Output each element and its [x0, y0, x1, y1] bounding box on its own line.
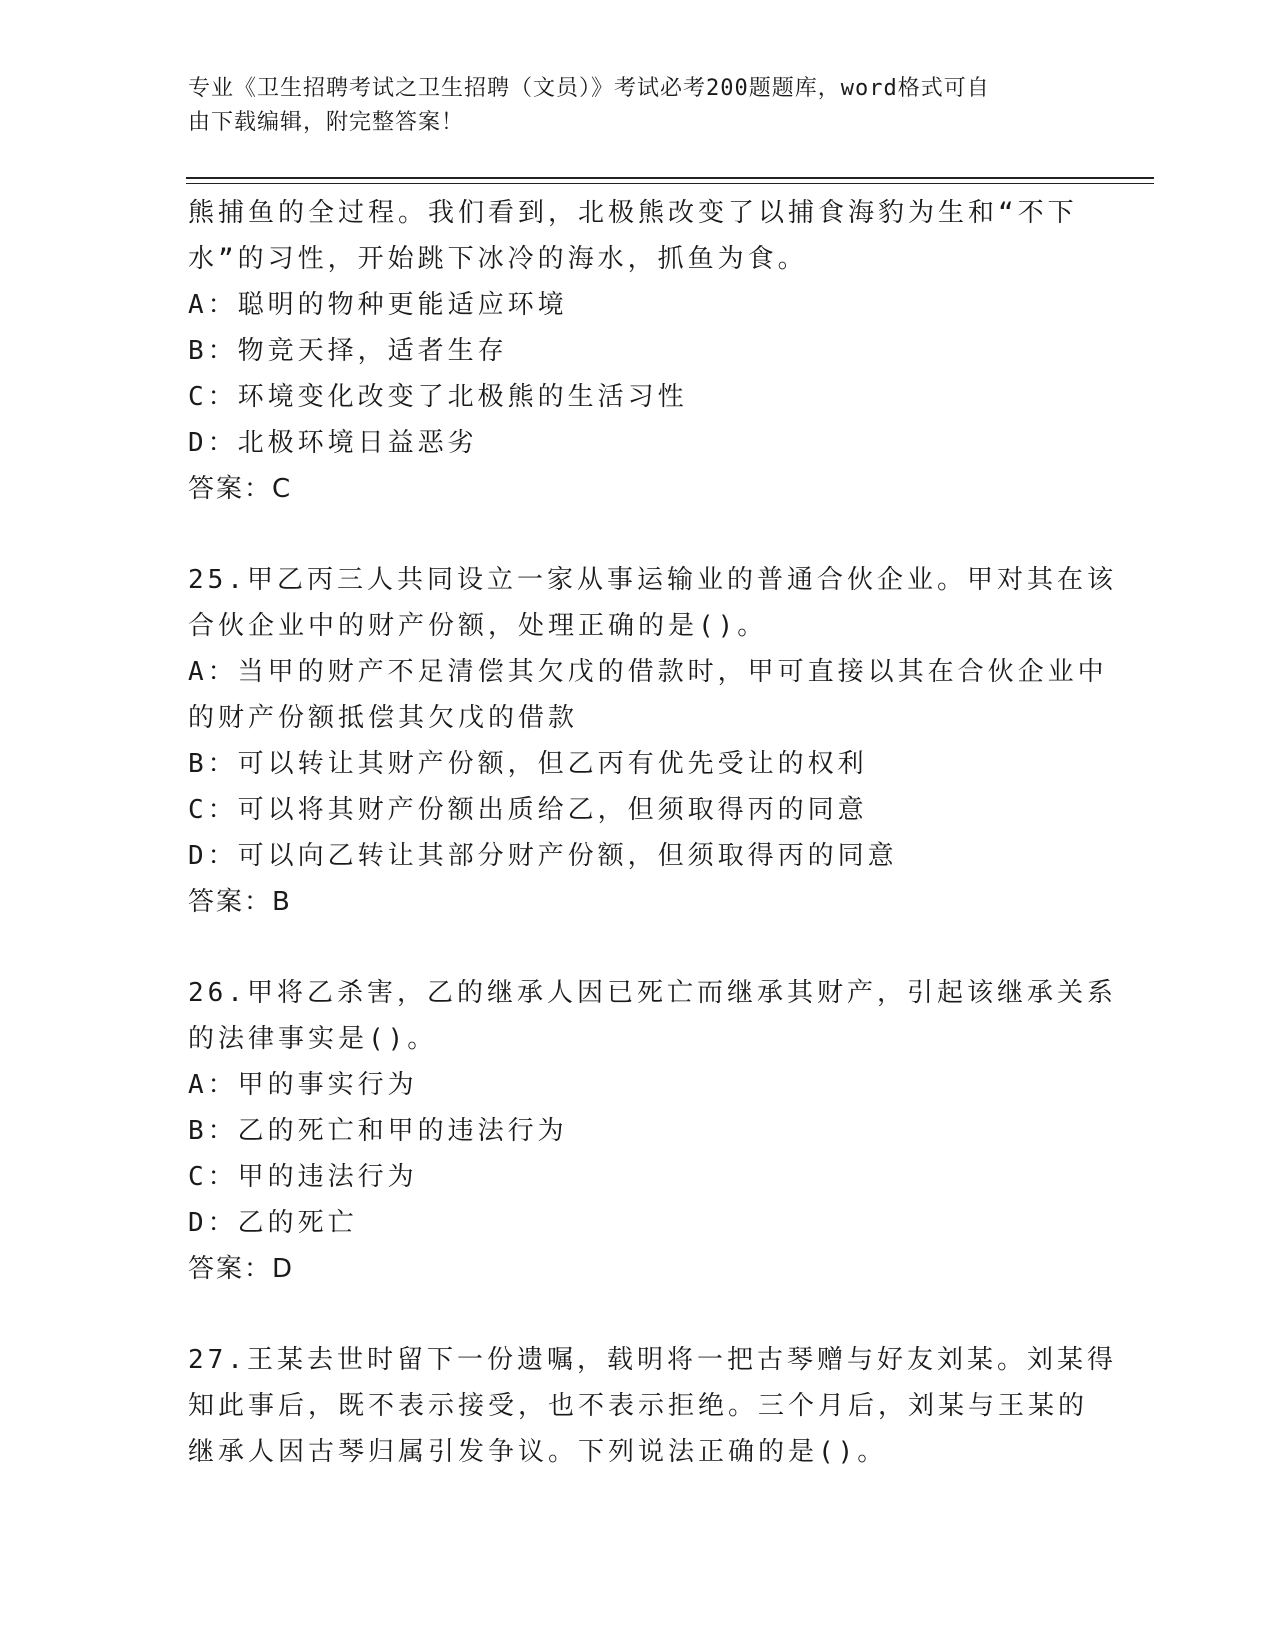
option-a: A：聪明的物种更能适应环境	[188, 290, 568, 320]
option-b: B：乙的死亡和甲的违法行为	[188, 1116, 568, 1146]
option-c: C：可以将其财产份额出质给乙，但须取得丙的同意	[188, 795, 868, 825]
question-stem-line: 26.甲将乙杀害，乙的继承人因已死亡而继承其财产，引起该继承关系	[188, 978, 1117, 1008]
question-stem-line: 熊捕鱼的全过程。我们看到，北极熊改变了以捕食海豹为生和“不下	[188, 198, 1078, 228]
header-line-1: 专业《卫生招聘考试之卫生招聘（文员）》考试必考200题题库，word格式可自	[188, 76, 990, 101]
question-stem-line: 27.王某去世时留下一份遗嘱，载明将一把古琴赠与好友刘某。刘某得	[188, 1345, 1117, 1375]
option-b: B：可以转让其财产份额，但乙丙有优先受让的权利	[188, 749, 868, 779]
document-header	[188, 72, 1068, 140]
option-d: D：北极环境日益恶劣	[188, 428, 478, 458]
question-stem-line: 水”的习性，开始跳下冰冷的海水，抓鱼为食。	[188, 244, 808, 274]
header-divider-thin	[186, 183, 1154, 184]
question-list	[188, 190, 1117, 1475]
question-25	[188, 557, 1117, 925]
question-stem-line: 25.甲乙丙三人共同设立一家从事运输业的普通合伙企业。甲对其在该	[188, 565, 1117, 595]
option-c: C：甲的违法行为	[188, 1162, 418, 1192]
option-d: D：乙的死亡	[188, 1208, 358, 1238]
answer-line: 答案：C	[188, 474, 293, 504]
question-26	[188, 970, 1117, 1292]
option-c: C：环境变化改变了北极熊的生活习性	[188, 382, 688, 412]
header-line-2: 由下载编辑，附完整答案！	[188, 110, 465, 135]
answer-line: 答案：B	[188, 887, 292, 917]
question-stem-line: 的法律事实是()。	[188, 1024, 438, 1054]
question-stem-line: 继承人因古琴归属引发争议。下列说法正确的是()。	[188, 1437, 888, 1467]
header-divider-thick	[186, 177, 1154, 179]
question-27	[188, 1337, 1117, 1475]
question-stem-line: 合伙企业中的财产份额，处理正确的是()。	[188, 611, 768, 641]
option-a-continued: 的财产份额抵偿其欠戊的借款	[188, 703, 579, 733]
option-a: A：当甲的财产不足清偿其欠戊的借款时，甲可直接以其在合伙企业中	[188, 657, 1108, 687]
answer-line: 答案：D	[188, 1254, 295, 1284]
option-d: D：可以向乙转让其部分财产份额，但须取得丙的同意	[188, 841, 898, 871]
option-a: A：甲的事实行为	[188, 1070, 418, 1100]
question-stem-line: 知此事后，既不表示接受，也不表示拒绝。三个月后，刘某与王某的	[188, 1391, 1089, 1421]
option-b: B：物竞天择，适者生存	[188, 336, 508, 366]
question-24	[188, 190, 1088, 512]
